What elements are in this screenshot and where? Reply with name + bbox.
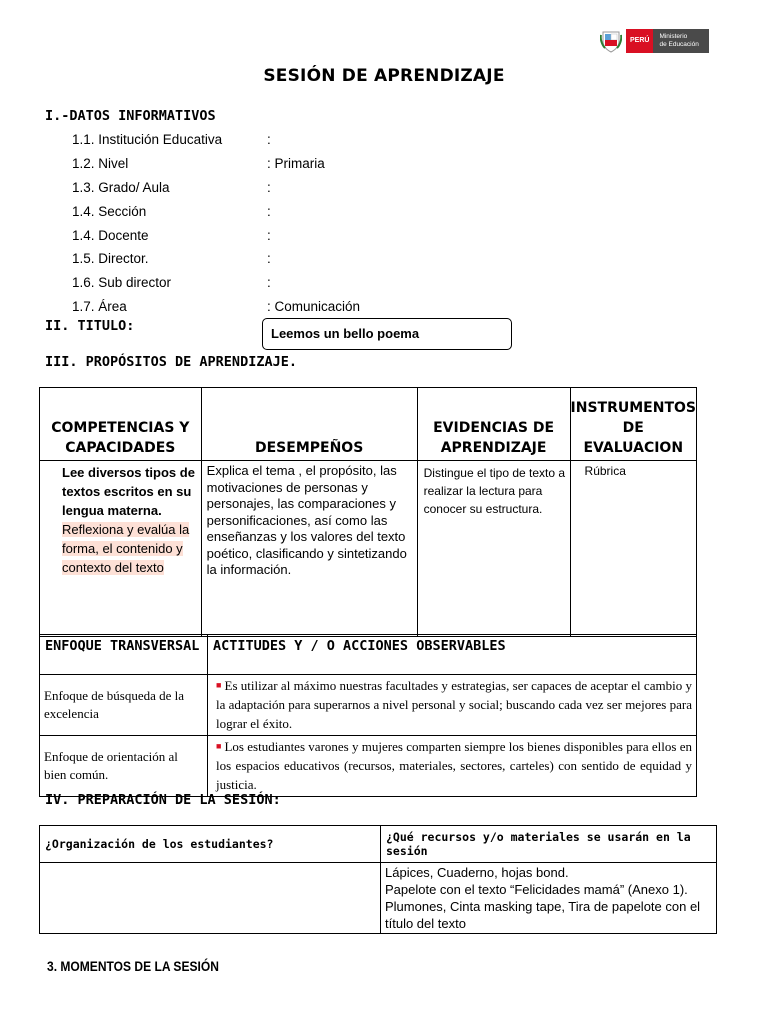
peru-badge: PERÚ [626,29,653,53]
info-value: : [267,180,271,195]
session-title-box: Leemos un bello poema [262,318,512,350]
info-value: : Comunicación [267,299,361,314]
header-evidencias: EVIDENCIAS DE APRENDIZAJE [417,388,570,461]
actitudes-header: ACTITUDES Y / O ACCIONES OBSERVABLES [208,635,697,675]
bullet-icon: ■ [216,741,222,751]
enfoques-table [39,634,697,797]
info-value: : [267,132,271,147]
recursos-cell [381,863,717,934]
enfoque-name: Enfoque de búsqueda de la excelencia [40,675,208,736]
organizacion-header: ¿Organización de los estudiantes? [40,826,381,863]
info-label: 1.3. Grado/ Aula [72,180,170,195]
capacidad-text: Reflexiona y evalúa la forma, el contenido y contexto del texto [62,522,190,575]
competencia-text: Lee diversos tipos de textos escritos en su lengua materna. [62,465,195,518]
enfoque-header: ENFOQUE TRANSVERSAL [40,635,208,675]
competencia-cell [40,461,202,637]
page-title: SESIÓN DE APRENDIZAJE [263,66,505,86]
bullet-icon: ■ [216,680,222,690]
instrumento-cell: Rúbrica [570,461,696,637]
info-label: 1.4. Sección [72,204,147,219]
resource-line: Plumones, Cinta masking tape, Tira de papelote con el título del texto [385,899,701,931]
info-value: : Primaria [267,156,325,171]
info-value: : [267,275,271,290]
section-momentos-heading: 3. MOMENTOS DE LA SESIÓN [47,958,219,974]
section-titulo-heading: II. TITULO: [45,318,135,334]
info-label: 1.7. Área [72,299,127,314]
resource-line: Papelote con el texto “Felicidades mamá” (Anexo 1). [385,882,688,897]
recursos-header: ¿Qué recursos y/o materiales se usarán en la sesión [381,826,717,863]
section-propositos-heading: III. PROPÓSITOS DE APRENDIZAJE. [45,354,297,370]
info-value: : [267,228,271,243]
section-datos-heading: I.-DATOS INFORMATIVOS [45,108,216,124]
info-label: 1.2. Nivel [72,156,129,171]
organizacion-cell [40,863,381,934]
enfoque-name: Enfoque de orientación al bien común. [40,736,208,797]
enfoque-description: ■ Los estudiantes varones y mujeres comparten siempre los bienes disponibles para ellos en los espacios educativos (recursos, materiales, sectores, carteles) con sentido de equidad y justicia. [208,736,697,797]
info-value: : [267,204,271,219]
desempeno-cell: Explica el tema , el propósito, las motivaciones de personas y personajes, las comparaciones y personificaciones, así como las enseñanzas y los valores del texto poético, clasificando y sintetizando la información. [201,461,417,637]
ministry-name: Ministerio de Educación [653,29,709,53]
evidencia-cell: Distingue el tipo de texto a realizar la lectura para conocer su estructura. [417,461,570,637]
info-label: 1.1. Institución Educativa [72,132,223,147]
info-label: 1.4. Docente [72,228,149,243]
info-label: 1.6. Sub director [72,275,172,290]
ministry-logo [600,28,709,54]
info-label: 1.5. Director. [72,251,149,266]
header-competencias: COMPETENCIAS Y CAPACIDADES [40,388,202,461]
preparation-table [39,825,717,934]
enfoque-description: ■ Es utilizar al máximo nuestras facultades y estrategias, ser capaces de aceptar el cambio y la adaptación para superarnos a nivel personal y social; buscando cada vez ser mejores para lograr el éxito. [208,675,697,736]
resource-line: Lápices, Cuaderno, hojas bond. [385,865,569,880]
header-desempenos: DESEMPEÑOS [201,388,417,461]
header-instrumentos: INSTRUMENTOS DE EVALUACION [570,388,696,461]
section-preparacion-heading: IV. PREPARACIÓN DE LA SESIÓN: [45,792,281,808]
info-value: : [267,251,271,266]
purposes-table [39,387,697,637]
coat-of-arms-icon [600,29,622,53]
